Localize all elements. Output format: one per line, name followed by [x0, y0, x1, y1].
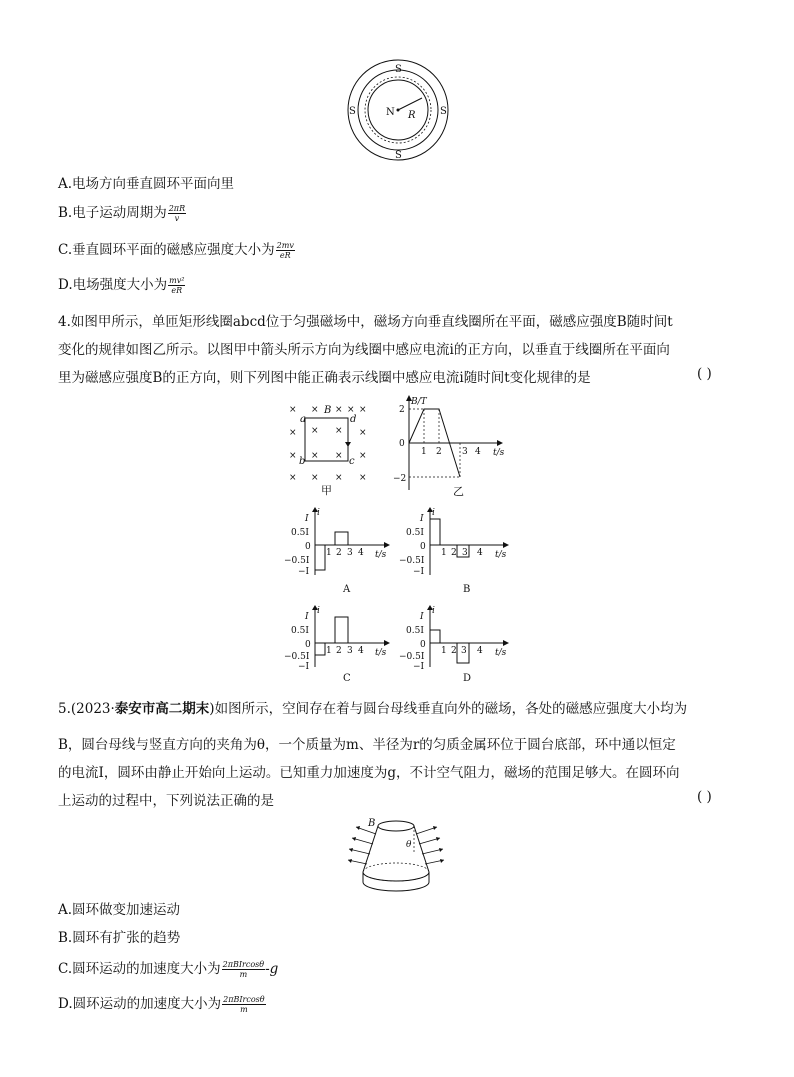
yi-xlabel: t/s [493, 448, 505, 458]
q5-source-name: 泰安市高二期末 [114, 701, 210, 717]
opt-d-x1: 1 [441, 646, 447, 656]
ring-s-top: S [395, 64, 402, 75]
opt-c-y-i: I [305, 612, 309, 622]
opt-b-y-m05: −0.5I [399, 556, 425, 566]
opt-b-x4: 4 [477, 548, 483, 558]
frac-num: 2mv [276, 241, 294, 250]
opt-c-x1: 1 [326, 646, 332, 656]
opt-d-x4: 4 [477, 646, 483, 656]
frac-num: 2πBIrcosθ [222, 960, 265, 969]
q5-answer-paren: ( ) [697, 789, 712, 805]
q3-option-c-text: C.垂直圆环平面的磁感应强度大小为 [58, 242, 275, 258]
svg-text:×: × [311, 451, 319, 461]
frac-num: mv² [169, 276, 185, 285]
opt-d-y-i: I [420, 612, 424, 622]
opt-c-label: C [343, 673, 351, 684]
svg-text:×: × [289, 473, 297, 483]
opt-a-x4: 4 [358, 548, 364, 558]
opt-a-x3: 3 [347, 548, 353, 558]
opt-a-x1: 1 [326, 548, 332, 558]
jia-field-b: B [324, 405, 332, 416]
q5-stem-line3: 的电流I，圆环由静止开始向上运动。已知重力加速度为g，不计空气阻力，磁场的范围足够大。在圆环向 [58, 765, 680, 781]
opt-c-x2: 2 [336, 646, 342, 656]
q5-option-d-fraction [222, 995, 265, 1014]
ring-magnet-figure [340, 58, 460, 162]
ring-s-right: S [440, 106, 447, 117]
jia-corner-c: c [349, 456, 355, 467]
opt-d-y-05: 0.5I [406, 626, 424, 636]
q5-cone-figure [340, 814, 450, 894]
opt-b-y-i: I [420, 514, 424, 524]
opt-b-x1: 1 [441, 548, 447, 558]
opt-a-y-mi: −I [298, 567, 310, 577]
q5-stem-line1-rest: )如图所示，空间存在着与圆台母线垂直向外的磁场，各处的磁感应强度大小均为 [209, 701, 688, 717]
opt-b-x3: 3 [462, 548, 468, 558]
q5-option-c-fraction [222, 960, 265, 979]
opt-c-x4: 4 [358, 646, 364, 656]
opt-a-y-i: I [305, 514, 309, 524]
yi-tick-m2: −2 [393, 474, 407, 484]
q4-answer-paren: ( ) [697, 366, 712, 382]
opt-b-y-05: 0.5I [406, 528, 424, 538]
q3-option-d-text: D.电场强度大小为 [58, 277, 168, 293]
frac-den: v [174, 214, 180, 223]
frac-num: 2πBIrcosθ [223, 995, 265, 1004]
q5-option-a: A.圆环做变加速运动 [58, 902, 181, 918]
q3-option-c-fraction [276, 241, 295, 260]
opt-b-xlabel: t/s [495, 550, 507, 560]
opt-b-ylabel: i [432, 508, 435, 518]
opt-a-x2: 2 [336, 548, 342, 558]
q5-source-prefix: 5.(2023· [58, 701, 115, 717]
svg-text:×: × [359, 473, 367, 483]
q4-stem-line2: 变化的规律如图乙所示。以图甲中箭头所示方向为线圈中感应电流i的正方向，以垂直于线圈所在平面向 [58, 342, 670, 358]
q4-figure-jia [285, 398, 375, 498]
ring-n: N [386, 107, 395, 118]
q3-option-b [58, 201, 186, 223]
yi-label: 乙 [453, 485, 464, 498]
q4-option-graph-b [399, 507, 514, 599]
q3-option-d [58, 273, 185, 295]
opt-a-ylabel: i [317, 508, 320, 518]
opt-c-ylabel: i [317, 606, 320, 616]
svg-text:×: × [289, 428, 297, 438]
yi-tick-x4: 4 [475, 447, 481, 457]
jia-label: 甲 [321, 484, 332, 497]
opt-c-xlabel: t/s [375, 648, 387, 658]
yi-tick-x2: 2 [436, 447, 442, 457]
cone-field-b: B [368, 818, 376, 829]
frac-den: eR [171, 286, 183, 295]
svg-text:×: × [359, 405, 367, 415]
opt-d-y-m05: −0.5I [399, 652, 425, 662]
q5-stem-line4: 上运动的过程中，下列说法正确的是 [58, 793, 274, 809]
q4-option-graph-d [399, 605, 514, 685]
q3-option-a: A.电场方向垂直圆环平面向里 [58, 176, 235, 192]
q4-figure-yi [393, 395, 513, 499]
ring-radius-label: R [408, 110, 416, 121]
yi-tick-0: 0 [399, 439, 405, 449]
svg-text:×: × [335, 473, 343, 483]
frac-num: 2πR [168, 204, 186, 213]
opt-c-y-mi: −I [298, 662, 310, 672]
opt-d-y-0: 0 [420, 640, 426, 650]
ring-s-left: S [349, 106, 356, 117]
q5-option-d-text: D.圆环运动的加速度大小为 [58, 996, 222, 1012]
svg-text:×: × [359, 428, 367, 438]
svg-text:×: × [289, 451, 297, 461]
jia-corner-b: b [299, 456, 306, 467]
frac-den: m [240, 1005, 248, 1014]
opt-a-y-0: 0 [305, 542, 311, 552]
opt-d-xlabel: t/s [495, 648, 507, 658]
q3-option-d-fraction [168, 276, 185, 295]
opt-d-x3: 3 [461, 646, 467, 656]
q5-stem-line1 [58, 697, 687, 717]
opt-c-y-0: 0 [305, 640, 311, 650]
q3-option-c [58, 238, 295, 260]
yi-ylabel: B/T [411, 397, 427, 407]
frac-den: m [239, 970, 248, 979]
opt-a-xlabel: t/s [375, 550, 387, 560]
opt-d-y-mi: −I [413, 662, 425, 672]
q5-stem-line2: B，圆台母线与竖直方向的夹角为θ，一个质量为m、半径为r的匀质金属环位于圆台底部，环中通以恒定 [58, 737, 676, 753]
opt-b-label: B [463, 584, 471, 595]
svg-text:×: × [347, 405, 355, 415]
ring-s-bottom: S [395, 150, 402, 161]
opt-a-label: A [343, 584, 351, 595]
q3-option-b-fraction [168, 204, 186, 223]
svg-text:×: × [289, 405, 297, 415]
q4-option-graph-c [284, 605, 394, 685]
svg-text:×: × [359, 451, 367, 461]
q4-stem-line1: 4.如图甲所示，单匝矩形线圈abcd位于匀强磁场中，磁场方向垂直线圈所在平面，磁感应强度B随时间t [58, 314, 673, 330]
opt-d-x2: 2 [451, 646, 457, 656]
yi-tick-x3: 3 [462, 447, 468, 457]
cone-angle-theta: θ [406, 840, 412, 850]
opt-a-y-m05: −0.5I [284, 556, 310, 566]
svg-text:×: × [311, 405, 319, 415]
opt-d-label: D [463, 673, 472, 684]
svg-text:×: × [311, 426, 319, 436]
q5-option-c-tail: -g [265, 961, 279, 977]
frac-den: eR [279, 251, 291, 260]
q4-option-graph-a [284, 507, 394, 599]
q4-stem-line3: 里为磁感应强度B的正方向，则下列图中能正确表示线圈中感应电流i随时间t变化规律的是 [58, 370, 591, 386]
svg-text:×: × [311, 473, 319, 483]
jia-corner-a: a [300, 414, 306, 425]
opt-c-y-05: 0.5I [291, 626, 309, 636]
opt-b-y-mi: −I [413, 567, 425, 577]
opt-a-y-05: 0.5I [291, 528, 309, 538]
svg-text:×: × [335, 405, 343, 415]
svg-text:×: × [335, 426, 343, 436]
q5-option-b: B.圆环有扩张的趋势 [58, 930, 181, 946]
opt-b-x2: 2 [451, 548, 457, 558]
yi-tick-2: 2 [399, 405, 405, 415]
jia-corner-d: d [350, 414, 357, 425]
opt-c-y-m05: −0.5I [284, 652, 310, 662]
yi-tick-x1: 1 [421, 447, 427, 457]
opt-b-y-0: 0 [420, 542, 426, 552]
q5-option-d [58, 992, 266, 1014]
opt-d-ylabel: i [432, 606, 435, 616]
q5-option-c [58, 957, 278, 979]
svg-text:×: × [335, 451, 343, 461]
opt-c-x3: 3 [347, 646, 353, 656]
q5-option-c-text: C.圆环运动的加速度大小为 [58, 961, 221, 977]
q3-option-b-text: B.电子运动周期为 [58, 205, 167, 221]
